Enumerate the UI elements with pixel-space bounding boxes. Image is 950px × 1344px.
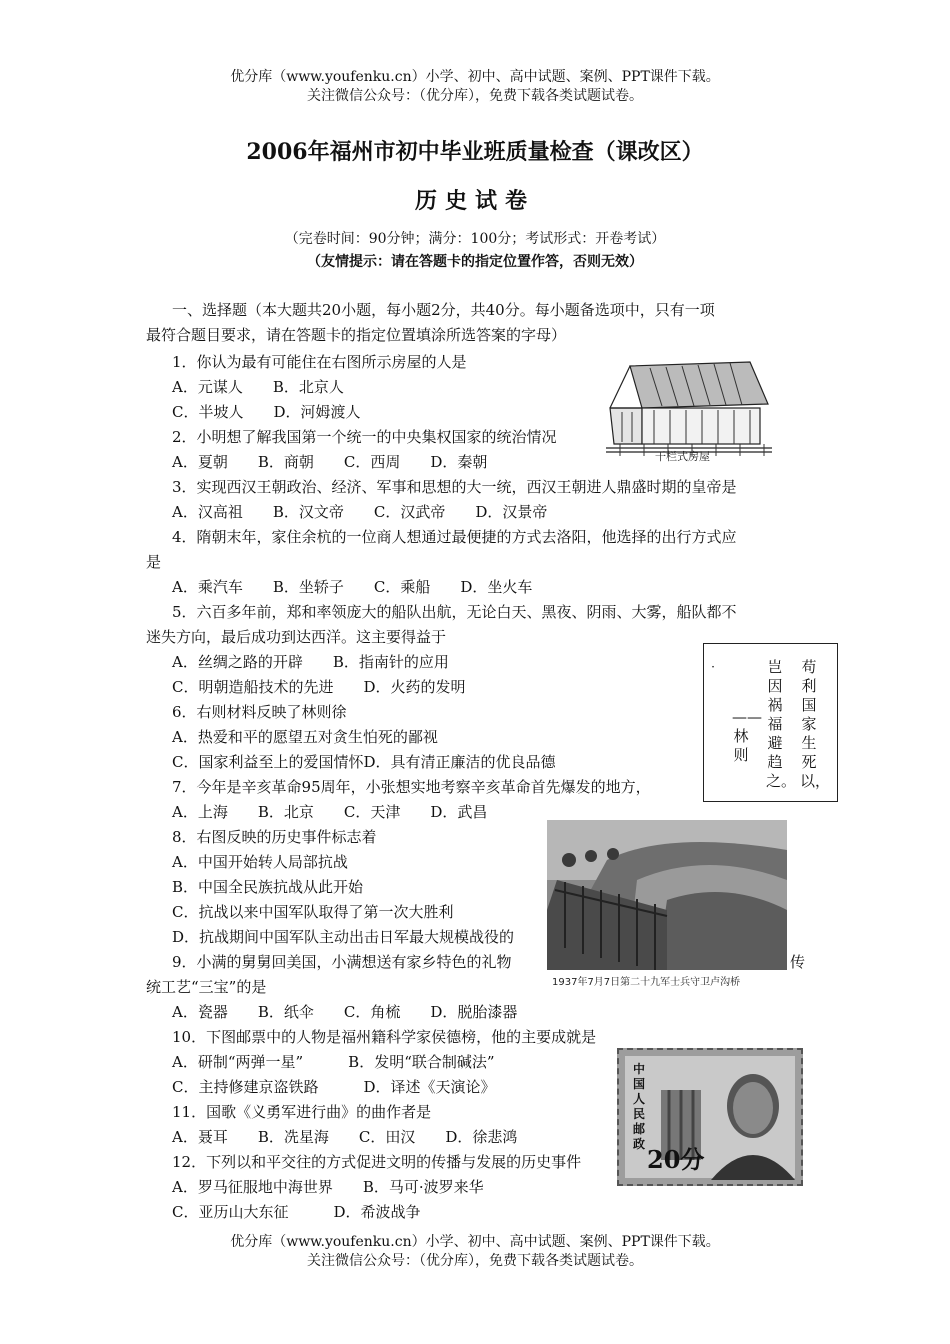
question-7: 7．今年是辛亥革命95周年，小张想实地考察辛亥革命首先爆发的地方， [172,778,651,796]
stilt-house-caption: 干栏式房屋 [655,450,710,463]
question-1: 1．你认为最有可能住在右图所示房屋的人是 [172,353,467,371]
reminder: （友情提示：请在答题卡的指定位置作答，否则无效） [307,254,643,270]
question-9-line-1: 9．小满的舅舅回美国，小满想送有家乡特色的礼物 [172,953,512,971]
question-10-options-ab: A．研制“两弹一星” B．发明“联合制碱法” [172,1053,495,1071]
header-line-1: 优分库（www.youfenku.cn）小学、初中、高中试题、案例、PPT课件下载。 [230,69,720,85]
exam-info: （完卷时间：90分钟；满分：100分；考试形式：开卷考试） [284,231,666,247]
quote-author: ——林则 [732,708,762,764]
question-11-options: A．聂耳 B．冼星海 C．田汉 D．徐悲鸿 [172,1128,518,1146]
footer-line-1: 优分库（www.youfenku.cn）小学、初中、高中试题、案例、PPT课件下载。 [230,1234,720,1250]
question-1-options-cd: C．半坡人 D．河姆渡人 [172,403,361,421]
question-4-options: A．乘汽车 B．坐轿子 C．乘船 D．坐火车 [172,578,533,596]
question-4-line-1: 4．隋朝末年，家住余杭的一位商人想通过最便捷的方式去洛阳，他选择的出行方式应 [172,528,737,546]
section-intro-1: 一、选择题（本大题共20小题，每小题2分，共40分。每小题备选项中，只有一项 [172,301,715,319]
quote-column-2: 岂因祸福避趋之。 [766,658,797,790]
question-5-line-1: 5．六百多年前，郑和率领庞大的船队出航，无论白天、黑夜、阴雨、大雾，船队都不 [172,603,737,621]
question-8: 8．右图反映的历史事件标志着 [172,828,377,846]
question-11: 11．国歌《义勇军进行曲》的曲作者是 [172,1103,432,1121]
question-10-options-cd: C．主持修建京盗铁路 D．译述《天演论》 [172,1078,496,1096]
quote-mark: · [711,660,715,674]
question-5-options-cd: C．明朝造船技术的先进 D．火药的发明 [172,678,466,696]
question-7-options: A．上海 B．北京 C．天津 D．武昌 [172,803,488,821]
question-10: 10．下图邮票中的人物是福州籍科学家侯德榜，他的主要成就是 [172,1028,597,1046]
marco-polo-bridge-photo [547,820,787,970]
question-6-options-ab: A．热爱和平的愿望五对贪生怕死的鄙视 [172,728,438,746]
question-2-options: A．夏朝 B．商朝 C．西周 D．秦朝 [172,453,488,471]
question-12-options-ab: A．罗马征服地中海世界 B．马可·波罗来华 [172,1178,484,1196]
question-8-option-a: A．中国开始转人局部抗战 [172,853,348,871]
question-12: 12．下列以和平交往的方式促进文明的传播与发展的历史事件 [172,1153,582,1171]
question-3-options: A．汉高祖 B．汉文帝 C．汉武帝 D．汉景帝 [172,503,548,521]
question-6: 6．右则材料反映了林则徐 [172,703,347,721]
question-8-option-b: B．中国全民族抗战从此开始 [172,878,364,896]
question-3: 3．实现西汉王朝政治、经济、军事和思想的大一统，西汉王朝进人鼎盛时期的皇帝是 [172,478,737,496]
question-12-options-cd: C．亚历山大东征 D．希波战争 [172,1203,421,1221]
question-1-options-ab: A．元谋人 B．北京人 [172,378,344,396]
page-subtitle: 历史试卷 [414,188,535,214]
section-intro-2: 最符合题目要求，请在答题卡的指定位置填涂所选答案的字母） [146,326,567,344]
question-8-option-c: C．抗战以来中国军队取得了第一次大胜利 [172,903,454,921]
question-5-line-2: 迷失方向，最后成功到达西洋。这主要得益于 [146,628,447,646]
question-2: 2．小明想了解我国第一个统一的中央集权国家的统治情况 [172,428,557,446]
stamp-country-text: 中国人民邮政 [633,1062,646,1151]
question-9-line-2: 统工艺“三宝”的是 [146,978,267,996]
question-4-line-2: 是 [146,553,162,571]
bridge-photo-caption: 1937年7月7日第二十九军士兵守卫卢沟桥 [552,977,741,988]
hou-debang-stamp [617,1048,803,1186]
lin-zexu-quote-box [703,643,838,802]
page-title: 2006年福州市初中毕业班质量检查（课改区） [246,139,704,165]
footer-line-2: 关注微信公众号：（优分库），免费下载各类试题试卷。 [307,1253,643,1269]
quote-column-1: 苟利国家生死以， [800,658,831,790]
question-8-option-d: D．抗战期间中国军队主动出击日军最大规模战役的 [172,928,515,946]
question-5-options-ab: A．丝绸之路的开辟 B．指南针的应用 [172,653,449,671]
header-line-2: 关注微信公众号：（优分库），免费下载各类试题试卷。 [307,88,643,104]
question-6-options-cd: C．国家利益至上的爱国情怀D．具有清正廉洁的优良品德 [172,753,556,771]
question-9-line-1-tail: 传 [790,953,806,971]
stamp-value: 20分 [647,1145,705,1174]
question-9-options: A．瓷器 B．纸伞 C．角梳 D．脱胎漆器 [172,1003,518,1021]
